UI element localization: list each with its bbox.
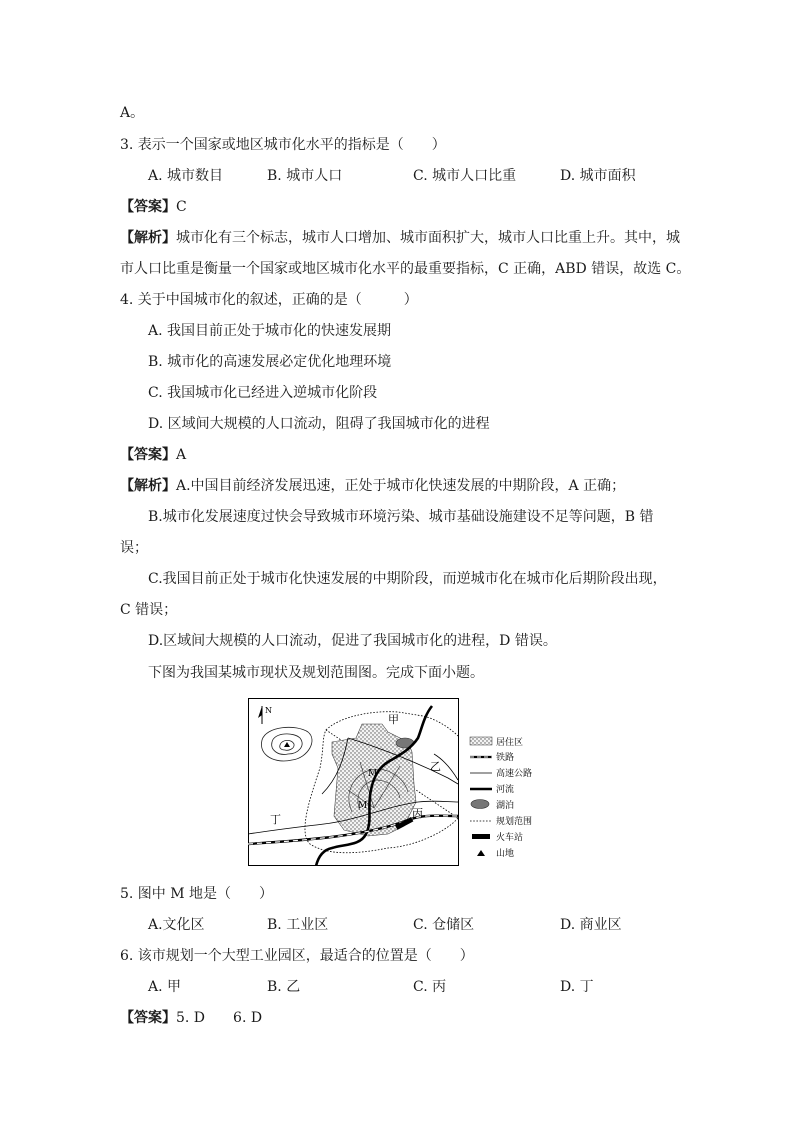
- q6-stem: 6. 该市规划一个大型工业园区，最适合的位置是（ ）: [120, 948, 474, 964]
- q3-option-c: C. 城市人口比重: [413, 168, 517, 184]
- legend-station: 火车站: [496, 833, 524, 843]
- label-ding: 丁: [270, 813, 281, 826]
- q5-option-c: C. 仓储区: [413, 917, 475, 933]
- q5-option-d: D. 商业区: [560, 917, 622, 933]
- legend-residential: 居住区: [496, 738, 524, 748]
- north-label: N: [265, 706, 272, 715]
- q56-answer-value: 5. D 6. D: [176, 1010, 263, 1026]
- q6-option-b: B. 乙: [267, 979, 301, 995]
- legend-residential-swatch: [470, 737, 492, 745]
- q4-analysis-label: 【解析】: [120, 478, 176, 494]
- q4-analysis-a: [120, 477, 625, 495]
- q5-stem: 5. 图中 M 地是（ ）: [120, 886, 274, 902]
- q6-option-d: D. 丁: [560, 979, 594, 995]
- q3-option-b: B. 城市人口: [267, 168, 343, 184]
- q4-analysis-c1: C.我国目前正处于城市化快速发展的中期阶段，而逆城市化在城市化后期阶段出现，: [148, 571, 667, 587]
- q5-option-b: B. 工业区: [267, 917, 329, 933]
- q56-answer-label: 【答案】: [120, 1010, 176, 1026]
- legend-highway: 高速公路: [496, 769, 533, 779]
- legend-railway: 铁路: [496, 753, 515, 763]
- q3-analysis-label: 【解析】: [120, 230, 176, 246]
- q4-option-c: C. 我国城市化已经进入逆城市化阶段: [148, 385, 378, 401]
- q4-answer: [120, 446, 186, 464]
- q4-answer-label: 【答案】: [120, 447, 176, 463]
- q3-analysis-line1: [120, 229, 680, 247]
- legend-mountain-icon: [477, 850, 485, 856]
- q4-analysis-b2: 误；: [120, 540, 148, 556]
- prev-answer-tail: A。: [120, 105, 145, 121]
- label-m-lower: M: [358, 801, 368, 811]
- q4-stem: 4. 关于中国城市化的叙述，正确的是（ ）: [120, 292, 418, 308]
- label-bing: 丙: [412, 807, 423, 820]
- q4-option-a: A. 我国目前正处于城市化的快速发展期: [148, 323, 392, 339]
- legend-station-swatch: [472, 834, 490, 839]
- q3-answer-value: C: [176, 199, 187, 215]
- q56-answer: [120, 1009, 262, 1027]
- q6-option-c: C. 丙: [413, 979, 447, 995]
- q3-option-d: D. 城市面积: [560, 168, 636, 184]
- legend-river: 河流: [496, 785, 515, 795]
- label-m-upper: M: [368, 769, 378, 779]
- q3-answer: [120, 198, 187, 216]
- q3-option-a: A. 城市数目: [148, 168, 224, 184]
- legend-boundary: 规划范围: [496, 817, 533, 827]
- label-yi: 乙: [430, 760, 441, 773]
- legend-lake-swatch: [471, 800, 489, 809]
- q4-option-d: D. 区域间大规模的人口流动，阻碍了我国城市化的进程: [148, 416, 490, 432]
- q3-stem: 3. 表示一个国家或地区城市化水平的指标是（ ）: [120, 137, 446, 153]
- q4-answer-value: A: [176, 447, 187, 463]
- q3-answer-label: 【答案】: [120, 199, 176, 215]
- city-planning-map: [248, 698, 553, 866]
- legend-mountain: 山地: [496, 849, 515, 859]
- q4-analysis-c2: C 错误；: [120, 602, 178, 618]
- q4-option-b: B. 城市化的高速发展必定优化地理环境: [148, 354, 392, 370]
- q3-analysis-line2: 市人口比重是衡量一个国家或地区城市化水平的最重要指标，C 正确，ABD 错误，故选 C。: [120, 261, 691, 277]
- q4-analysis-b1: B.城市化发展速度过快会导致城市环境污染、城市基础设施建设不足等问题，B 错: [148, 509, 654, 525]
- q4-analysis-d: D.区域间大规模的人口流动，促进了我国城市化的进程，D 错误。: [148, 633, 557, 649]
- figure-intro: 下图为我国某城市现状及规划范围图。完成下面小题。: [148, 665, 484, 681]
- q5-option-a: A.文化区: [148, 917, 205, 933]
- legend-lake: 湖泊: [496, 801, 515, 811]
- q3-analysis-text1: 城市化有三个标志，城市人口增加、城市面积扩大，城市人口比重上升。其中，城: [176, 230, 680, 246]
- q4-analysis-a-text: A.中国目前经济发展迅速，正处于城市化快速发展的中期阶段，A 正确；: [176, 478, 626, 494]
- label-jia: 甲: [388, 713, 399, 726]
- map-legend: [470, 736, 532, 859]
- q6-option-a: A. 甲: [148, 979, 182, 995]
